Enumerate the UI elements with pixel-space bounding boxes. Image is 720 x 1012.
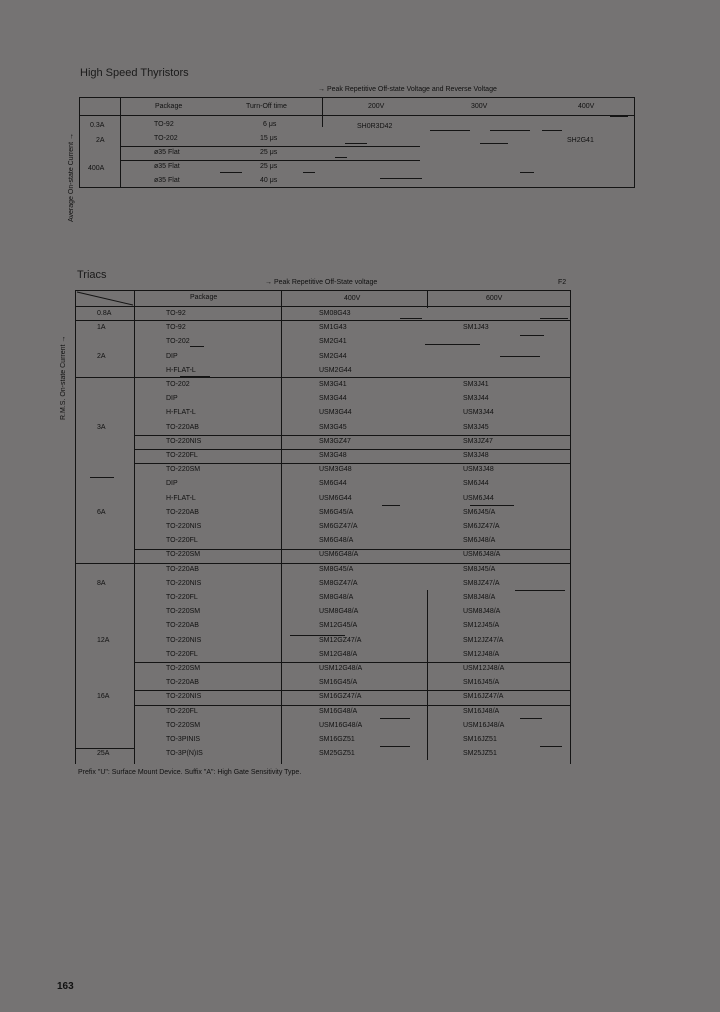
thyristor-top-border: [79, 97, 635, 98]
triac-part-600v: USM8J48/A: [463, 608, 501, 615]
triac-current: 8A: [97, 580, 106, 587]
triac-row-rule: [134, 463, 571, 464]
blank-cell-mark: [345, 143, 367, 144]
triac-package: TO-220AB: [166, 679, 199, 686]
thyristor-time: 25 μs: [260, 163, 278, 170]
thyristor-package: ø35 Flat: [154, 149, 180, 156]
triac-title: Triacs: [77, 269, 107, 281]
blank-cell-mark: [500, 356, 540, 357]
triac-col-rule: [281, 290, 282, 764]
triac-part-600v: SM12J45/A: [463, 622, 500, 629]
triac-part-600v: USM3J48: [463, 466, 494, 473]
triac-package: TO-220NIS: [166, 438, 202, 445]
triac-current: 1A: [97, 324, 106, 331]
triac-part-600v: SM12JZ47/A: [463, 637, 504, 644]
triac-package: TO-220AB: [166, 509, 199, 516]
triac-part-400v: SM3G45: [319, 424, 347, 431]
triac-package: TO-220SM: [166, 665, 201, 672]
triac-package: TO-202: [166, 381, 190, 388]
blank-cell-mark: [382, 505, 400, 506]
triac-header-400v: 400V: [344, 295, 361, 302]
thyristor-col-rule: [120, 97, 121, 188]
triac-package: DIP: [166, 353, 178, 360]
blank-cell-mark: [515, 590, 565, 591]
triac-part-400v: USM6G44: [319, 495, 352, 502]
triac-part-400v: SM16G45/A: [319, 679, 358, 686]
triac-package: TO-220SM: [166, 551, 201, 558]
triac-part-600v: USM6J48/A: [463, 551, 501, 558]
triac-part-400v: SM25GZ51: [319, 750, 355, 757]
triac-part-600v: SM8J45/A: [463, 566, 496, 573]
triac-package: TO-220NIS: [166, 693, 202, 700]
triac-package: TO-202: [166, 338, 190, 345]
triac-package: DIP: [166, 480, 178, 487]
triac-part-400v: USM12G48/A: [319, 665, 363, 672]
triac-current: 2A: [97, 353, 106, 360]
triac-row-rule: [134, 435, 571, 436]
triac-part-400v: SM16GZ51: [319, 736, 355, 743]
triac-package: TO-92: [166, 310, 186, 317]
thyristor-package: TO-202: [154, 135, 178, 142]
triac-package: TO-220SM: [166, 722, 201, 729]
triac-package: TO-220AB: [166, 622, 199, 629]
triac-part-600v: SM12J48/A: [463, 651, 500, 658]
triac-package: H-FLAT-L: [166, 495, 196, 502]
triac-part-400v: SM16GZ47/A: [319, 693, 362, 700]
triac-part-600v: SM16J48/A: [463, 708, 500, 715]
blank-cell-mark: [220, 172, 242, 173]
thyristor-side-label: Average On-state Current →: [68, 133, 75, 222]
triac-package: DIP: [166, 395, 178, 402]
blank-cell-mark: [520, 172, 534, 173]
triac-col-rule: [427, 590, 428, 760]
thyristor-header-package: Package: [155, 103, 183, 110]
blank-cell-mark: [380, 178, 422, 179]
triac-part-600v: SM3J48: [463, 452, 489, 459]
triac-row-rule: [134, 662, 571, 663]
triac-corner-label: F2: [558, 279, 567, 286]
triac-col-rule: [134, 290, 135, 764]
triac-package: TO-92: [166, 324, 186, 331]
triac-part-600v: USM6J44: [463, 495, 494, 502]
triac-current: 16A: [97, 693, 110, 700]
thyristor-header-200v: 200V: [368, 103, 385, 110]
triac-header-rule: [75, 306, 571, 307]
triac-package: TO-220NIS: [166, 523, 202, 530]
blank-cell-mark: [540, 746, 562, 747]
thyristor-row-rule: [120, 146, 420, 147]
triac-part-600v: SM3J41: [463, 381, 489, 388]
blank-cell-mark: [470, 505, 514, 506]
triac-part-600v: SM25JZ51: [463, 750, 497, 757]
triac-part-400v: USM3G48: [319, 466, 352, 473]
blank-cell-mark: [180, 376, 210, 377]
thyristor-header-turnoff: Turn-Off time: [246, 103, 287, 110]
blank-cell-mark: [90, 477, 114, 478]
triac-header-package: Package: [190, 294, 218, 301]
triac-part-600v: SM16JZ51: [463, 736, 497, 743]
triac-part-400v: USM8G48/A: [319, 608, 359, 615]
triac-part-400v: SM12G45/A: [319, 622, 358, 629]
thyristor-voltage-note: → Peak Repetitive Off-state Voltage and Reverse Voltage: [318, 86, 497, 93]
blank-cell-mark: [425, 344, 480, 345]
triac-row-rule: [134, 705, 571, 706]
triac-part-600v: SM1J43: [463, 324, 489, 331]
thyristor-time: 25 μs: [260, 149, 278, 156]
blank-cell-mark: [380, 718, 410, 719]
triac-part-400v: USM3G44: [319, 409, 352, 416]
triac-part-400v: SM1G43: [319, 324, 347, 331]
triac-package: TO-220NIS: [166, 637, 202, 644]
triac-package: TO-220FL: [166, 594, 198, 601]
blank-cell-mark: [290, 635, 345, 636]
triac-part-600v: SM3J44: [463, 395, 489, 402]
blank-cell-mark: [303, 172, 315, 173]
blank-cell-mark: [335, 157, 347, 158]
triac-package: H-FLAT-L: [166, 409, 196, 416]
triac-part-400v: SM16G48/A: [319, 708, 358, 715]
triac-package: TO-220SM: [166, 608, 201, 615]
triac-current: 25A: [97, 750, 110, 757]
triac-part-600v: SM6J45/A: [463, 509, 496, 516]
blank-cell-mark: [520, 718, 542, 719]
triac-part-400v: SM6G48/A: [319, 537, 354, 544]
triac-package: TO-220FL: [166, 651, 198, 658]
triac-package: TO-220AB: [166, 566, 199, 573]
triac-current: 3A: [97, 424, 106, 431]
thyristor-header-400v: 400V: [578, 103, 595, 110]
triac-package: H-FLAT-L: [166, 367, 196, 374]
thyristor-current: 400A: [88, 165, 105, 172]
thyristor-title: High Speed Thyristors: [80, 67, 189, 79]
page-number: 163: [57, 981, 74, 992]
triac-voltage-note: → Peak Repetitive Off-State voltage: [265, 279, 378, 286]
triac-part-600v: SM16JZ47/A: [463, 693, 504, 700]
triac-footnote: Prefix "U": Surface Mount Device. Suffix "A": High Gate Sensitivity Type.: [78, 769, 302, 776]
thyristor-package: ø35 Flat: [154, 163, 180, 170]
triac-part-600v: USM12J48/A: [463, 665, 505, 672]
triac-side-label: R.M.S. On-state Current →: [60, 335, 67, 420]
thyristor-time: 40 μs: [260, 177, 278, 184]
triac-package: TO-220SM: [166, 466, 201, 473]
triac-right-border: [570, 290, 571, 764]
thyristor-part: SH2G41: [567, 137, 594, 144]
thyristor-package: TO-92: [154, 121, 174, 128]
triac-package: TO-220AB: [166, 424, 199, 431]
triac-current: 6A: [97, 509, 106, 516]
thyristor-right-border: [634, 97, 635, 188]
triac-top-border: [75, 290, 571, 291]
triac-part-600v: SM3JZ47: [463, 438, 493, 445]
thyristor-bottom-border: [79, 187, 635, 188]
triac-package: TO-220FL: [166, 452, 198, 459]
triac-row-rule: [134, 449, 571, 450]
triac-row-rule: [134, 690, 571, 691]
triac-group-rule: [75, 748, 135, 749]
blank-cell-mark: [430, 130, 470, 131]
thyristor-header-rule: [79, 115, 635, 116]
triac-package: TO-220FL: [166, 708, 198, 715]
triac-package: TO-3PINIS: [166, 736, 201, 743]
triac-part-400v: SM6GZ47/A: [319, 523, 358, 530]
triac-part-400v: SM3G48: [319, 452, 347, 459]
triac-part-400v: SM8G48/A: [319, 594, 354, 601]
triac-part-600v: SM6J44: [463, 480, 489, 487]
triac-part-600v: SM3J45: [463, 424, 489, 431]
blank-cell-mark: [400, 318, 422, 319]
triac-part-400v: SM3G41: [319, 381, 347, 388]
thyristor-part: SH0R3D42: [357, 123, 393, 130]
blank-cell-mark: [190, 346, 204, 347]
triac-group-rule: [75, 320, 571, 321]
thyristor-time: 6 μs: [263, 121, 277, 128]
blank-cell-mark: [610, 116, 628, 117]
triac-part-400v: USM2G44: [319, 367, 352, 374]
triac-col-rule: [427, 290, 428, 308]
triac-group-rule: [75, 563, 571, 564]
triac-current: 0.8A: [97, 310, 112, 317]
triac-part-400v: SM12GZ47/A: [319, 637, 362, 644]
thyristor-header-300v: 300V: [471, 103, 488, 110]
triac-part-400v: SM12G48/A: [319, 651, 358, 658]
triac-part-400v: SM8GZ47/A: [319, 580, 358, 587]
blank-cell-mark: [542, 130, 562, 131]
triac-part-600v: SM6JZ47/A: [463, 523, 500, 530]
thyristor-time: 15 μs: [260, 135, 278, 142]
triac-package: TO-220NIS: [166, 580, 202, 587]
thyristor-row-rule: [120, 160, 420, 161]
thyristor-package: ø35 Flat: [154, 177, 180, 184]
triac-part-600v: SM8J48/A: [463, 594, 496, 601]
triac-left-border: [75, 290, 76, 764]
blank-cell-mark: [490, 130, 530, 131]
triac-part-600v: USM3J44: [463, 409, 494, 416]
blank-cell-mark: [520, 335, 544, 336]
triac-group-rule: [75, 377, 571, 378]
thyristor-current: 0.3A: [90, 122, 105, 129]
triac-corner-diagonal: [75, 290, 135, 307]
blank-cell-mark: [480, 143, 508, 144]
triac-header-600v: 600V: [486, 295, 503, 302]
triac-part-400v: SM6G44: [319, 480, 347, 487]
triac-part-400v: USM16G48/A: [319, 722, 363, 729]
triac-row-rule: [134, 549, 571, 550]
triac-part-400v: SM08G43: [319, 310, 351, 317]
triac-part-400v: SM6G45/A: [319, 509, 354, 516]
triac-part-400v: USM6G48/A: [319, 551, 359, 558]
thyristor-col-rule: [322, 97, 323, 127]
triac-part-400v: SM3G44: [319, 395, 347, 402]
triac-part-400v: SM3GZ47: [319, 438, 351, 445]
triac-part-400v: SM2G41: [319, 338, 347, 345]
triac-part-600v: USM16J48/A: [463, 722, 505, 729]
triac-part-600v: SM16J45/A: [463, 679, 500, 686]
triac-package: TO-220FL: [166, 537, 198, 544]
blank-cell-mark: [540, 318, 568, 319]
triac-part-400v: SM8G45/A: [319, 566, 354, 573]
triac-package: TO-3P(N)IS: [166, 750, 203, 757]
triac-current: 12A: [97, 637, 110, 644]
thyristor-current: 2A: [96, 137, 105, 144]
blank-cell-mark: [380, 746, 410, 747]
triac-part-400v: SM2G44: [319, 353, 347, 360]
triac-part-600v: SM6J48/A: [463, 537, 496, 544]
thyristor-left-border: [79, 97, 80, 188]
triac-part-600v: SM8JZ47/A: [463, 580, 500, 587]
